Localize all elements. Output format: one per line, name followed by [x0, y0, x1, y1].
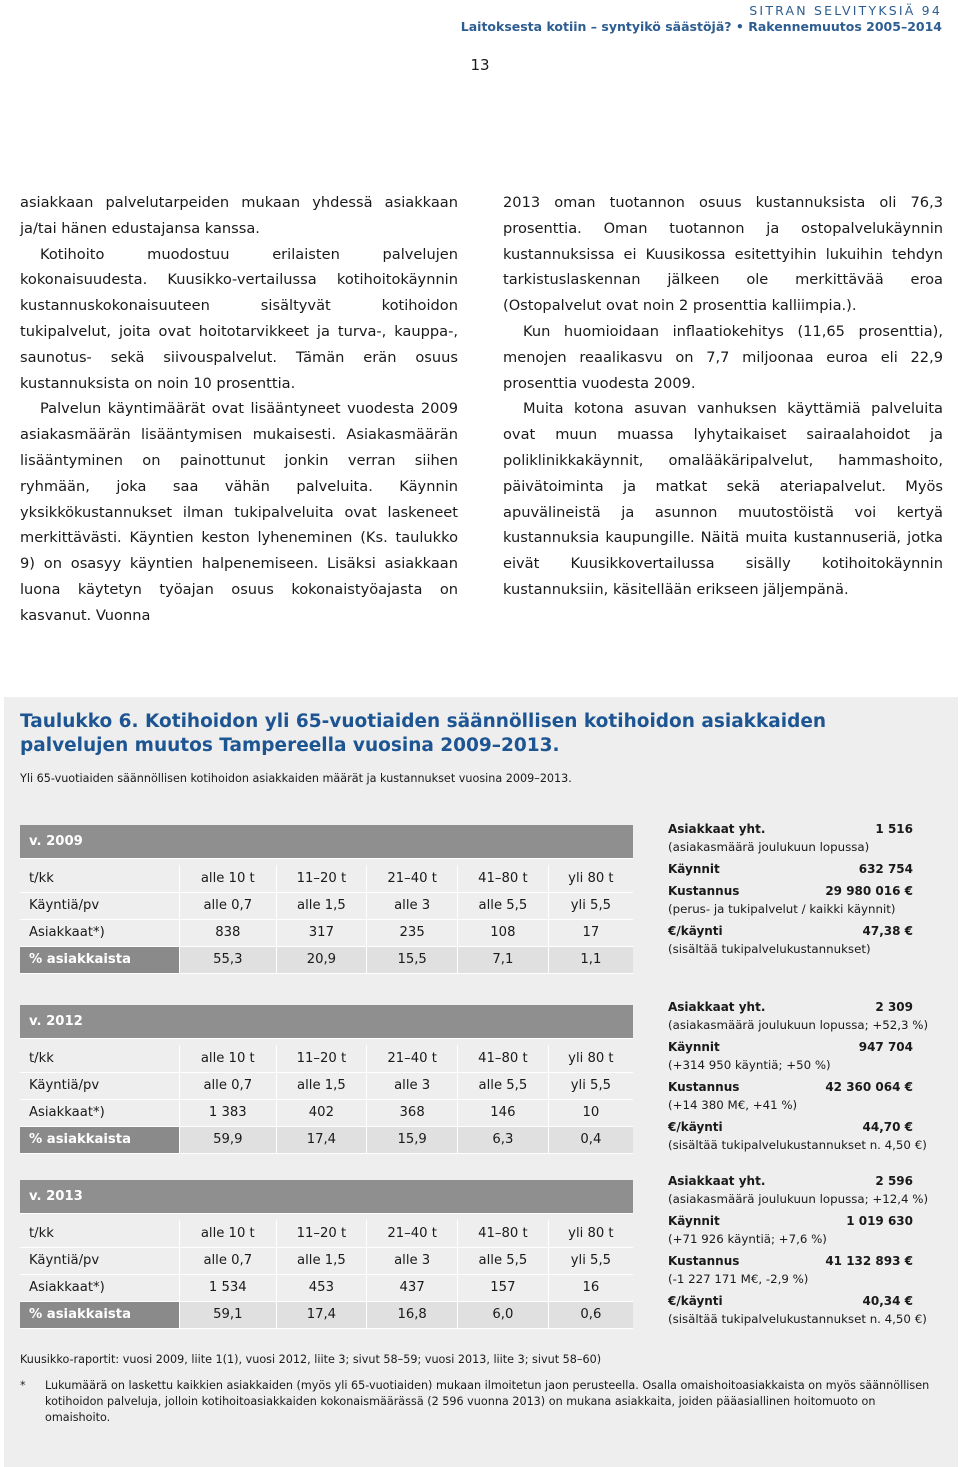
body-column-right — [503, 190, 943, 603]
year-summary-2009: Asiakkaat yht. 1 516 (asiakasmäärä joulukuun lopussa) Käynnit 632 754 Kustannus 29 980 016 € (perus- ja tukipalvelut / kaikki käynnit) €/käynti 47,38 € (sisältää tukipalvelukustannukset) — [668, 822, 913, 956]
paragraph: Muita kotona asuvan vanhuksen käyttämiä palveluita ovat muun muassa lyhytaikaiset sairaalahoidot ja poliklinikkakäynnit, omalääkäripalvelut, hammashoito, päivätoiminta ja matkat sekä ateriapalvelut. Myös apuvälineistä ja asunnon muutostöistä voi kertyä kustannuksia kaupungille. Näitä muita kustannuseriä, jotka eivät Kuusikkovertailussa sisälly kotihoitokäynnin kustannuksiin, käsitellään erikseen jäljempänä. — [503, 400, 943, 598]
paragraph: Palvelun käyntimäärät ovat lisääntyneet vuodesta 2009 asiakasmäärän lisääntymisen mukaisesti. Asiakasmäärän lisääntyminen on painottunut jonkin verran siihen ryhmään, joka saa vähän palveluita. Käynnin yksikkökustannukset ilman tukipalveluita ovat laskeneet merkittävästi. Käyntien keston lyheneminen (Ks. taulukko 9) on osasyy käyntien halpenemiseen. Lisäksi asiakkaan luona käytetyn työajan osuus kokonaistyöajasta on kasvanut. Vuonna — [20, 400, 458, 624]
summary-row: Käynnit 1 019 630 — [668, 1214, 913, 1228]
summary-row: €/käynti 47,38 € — [668, 924, 913, 938]
year-label: v. 2012 — [20, 1005, 633, 1038]
summary-row: Käynnit 947 704 — [668, 1040, 913, 1054]
year-label: v. 2013 — [20, 1180, 633, 1213]
year-label: v. 2009 — [20, 825, 633, 858]
table-row: t/kk alle 10 t 11–20 t 21–40 t 41–80 t yli 80 t — [20, 1045, 633, 1072]
table-row: t/kk alle 10 t 11–20 t 21–40 t 41–80 t yli 80 t — [20, 1220, 633, 1247]
table-row: Käyntiä/pv alle 0,7 alle 1,5 alle 3 alle 5,5 yli 5,5 — [20, 892, 633, 919]
year-table-2009 — [20, 825, 633, 974]
table-source: Kuusikko-raportit: vuosi 2009, liite 1(1), vuosi 2012, liite 3; sivut 58–59; vuosi 2013, liite 3; sivut 58–60) — [20, 1353, 602, 1366]
summary-row: Käynnit 632 754 — [668, 862, 913, 876]
table-row: t/kk alle 10 t 11–20 t 21–40 t 41–80 t yli 80 t — [20, 865, 633, 892]
table-row: Käyntiä/pv alle 0,7 alle 1,5 alle 3 alle 5,5 yli 5,5 — [20, 1247, 633, 1274]
paragraph: asiakkaan palvelutarpeiden mukaan yhdessä asiakkaan ja/tai hänen edustajansa kanssa. — [20, 194, 458, 237]
summary-row: Kustannus 42 360 064 € — [668, 1080, 913, 1094]
summary-row: Kustannus 41 132 893 € — [668, 1254, 913, 1268]
page-number: 13 — [470, 56, 490, 74]
table-row: Asiakkaat*) 1 383 402 368 146 10 — [20, 1099, 633, 1126]
year-table-2012 — [20, 1005, 633, 1154]
paragraph: Kun huomioidaan inflaatiokehitys (11,65 prosenttia), menojen reaalikasvu on 7,7 miljoonaa euroa eli 22,9 prosenttia vuodesta 2009. — [503, 322, 943, 392]
table-subtitle: Yli 65-vuotiaiden säännöllisen kotihoidon asiakkaiden määrät ja kustannukset vuosina 2009–2013. — [20, 772, 572, 785]
body-column-left — [20, 190, 458, 629]
year-summary-2013: Asiakkaat yht. 2 596 (asiakasmäärä joulukuun lopussa; +12,4 %) Käynnit 1 019 630 (+71 926 käyntiä; +7,6 %) Kustannus 41 132 893 € (-1 227 171 M€, -2,9 %) €/käynti 40,34 € (sisältää tukipalvelukustannukset n. 4,50 €) — [668, 1174, 929, 1326]
table-row: % asiakkaista 55,3 20,9 15,5 7,1 1,1 — [20, 946, 633, 973]
paragraph: 2013 oman tuotannon osuus kustannuksista oli 76,3 prosenttia. Oman tuotannon ja ostopalvelukäynnin kustannuksissa ei Kuusikossa esitettyihin lukuihin tehdyn tarkistuslaskennan jälkeen ole merkittävää eroa (Ostopalvelut ovat noin 2 prosenttia kalliimpia.). — [503, 194, 943, 315]
header-series: SITRAN SELVITYKSIÄ 94 — [749, 3, 942, 18]
summary-row: Kustannus 29 980 016 € — [668, 884, 913, 898]
summary-row: Asiakkaat yht. 2 596 — [668, 1174, 913, 1188]
summary-row: €/käynti 40,34 € — [668, 1294, 913, 1308]
header-title: Laitoksesta kotiin – syntyikö säästöjä? • Rakennemuutos 2005–2014 — [460, 19, 942, 34]
paragraph: Kotihoito muodostuu erilaisten palvelujen kokonaisuudesta. Kuusikko-vertailussa kotihoitokäynnin kustannuskokonaisuuteen sisältyvät kotihoidon tukipalvelut, joita ovat hoitotarvikkeet ja turva-, kauppa-, saunotus- sekä siivouspalvelut. Tämän erän osuus kustannuksista on noin 10 prosenttia. — [20, 245, 458, 392]
table-row: Asiakkaat*) 838 317 235 108 17 — [20, 919, 633, 946]
summary-row: Asiakkaat yht. 2 309 — [668, 1000, 913, 1014]
table-row: % asiakkaista 59,1 17,4 16,8 6,0 0,6 — [20, 1301, 633, 1328]
year-summary-2012: Asiakkaat yht. 2 309 (asiakasmäärä joulukuun lopussa; +52,3 %) Käynnit 947 704 (+314 950 käyntiä; +50 %) Kustannus 42 360 064 € (+14 380 M€, +41 %) €/käynti 44,70 € (sisältää tukipalvelukustannukset n. 4,50 €) — [668, 1000, 929, 1152]
table-title: Taulukko 6. Kotihoidon yli 65-vuotiaiden säännöllisen kotihoidon asiakkaiden palvelujen muutos Tampereella vuosina 2009–2013. — [20, 711, 827, 756]
table-footnote — [20, 1378, 930, 1426]
year-table-2013 — [20, 1180, 633, 1329]
summary-row: Asiakkaat yht. 1 516 — [668, 822, 913, 836]
table-row: Käyntiä/pv alle 0,7 alle 1,5 alle 3 alle 5,5 yli 5,5 — [20, 1072, 633, 1099]
footnote-text: Lukumäärä on laskettu kaikkien asiakkaiden (myös yli 65-vuotiaiden) mukaan ilmoitetun jaon perusteella. Osalla omaishoitoasiakkaista on myös säännöllisen kotihoidon palveluja, jolloin kotihoitoasiakkaiden kokonaismäärässä (2 596 vuonna 2013) on mukana asiakkaita, joiden pääasiallinen hoitomuoto on omaishoito. — [45, 1379, 930, 1424]
summary-row: €/käynti 44,70 € — [668, 1120, 913, 1134]
table-row: % asiakkaista 59,9 17,4 15,9 6,3 0,4 — [20, 1126, 633, 1153]
table-row: Asiakkaat*) 1 534 453 437 157 16 — [20, 1274, 633, 1301]
footnote-mark: * — [20, 1379, 26, 1392]
